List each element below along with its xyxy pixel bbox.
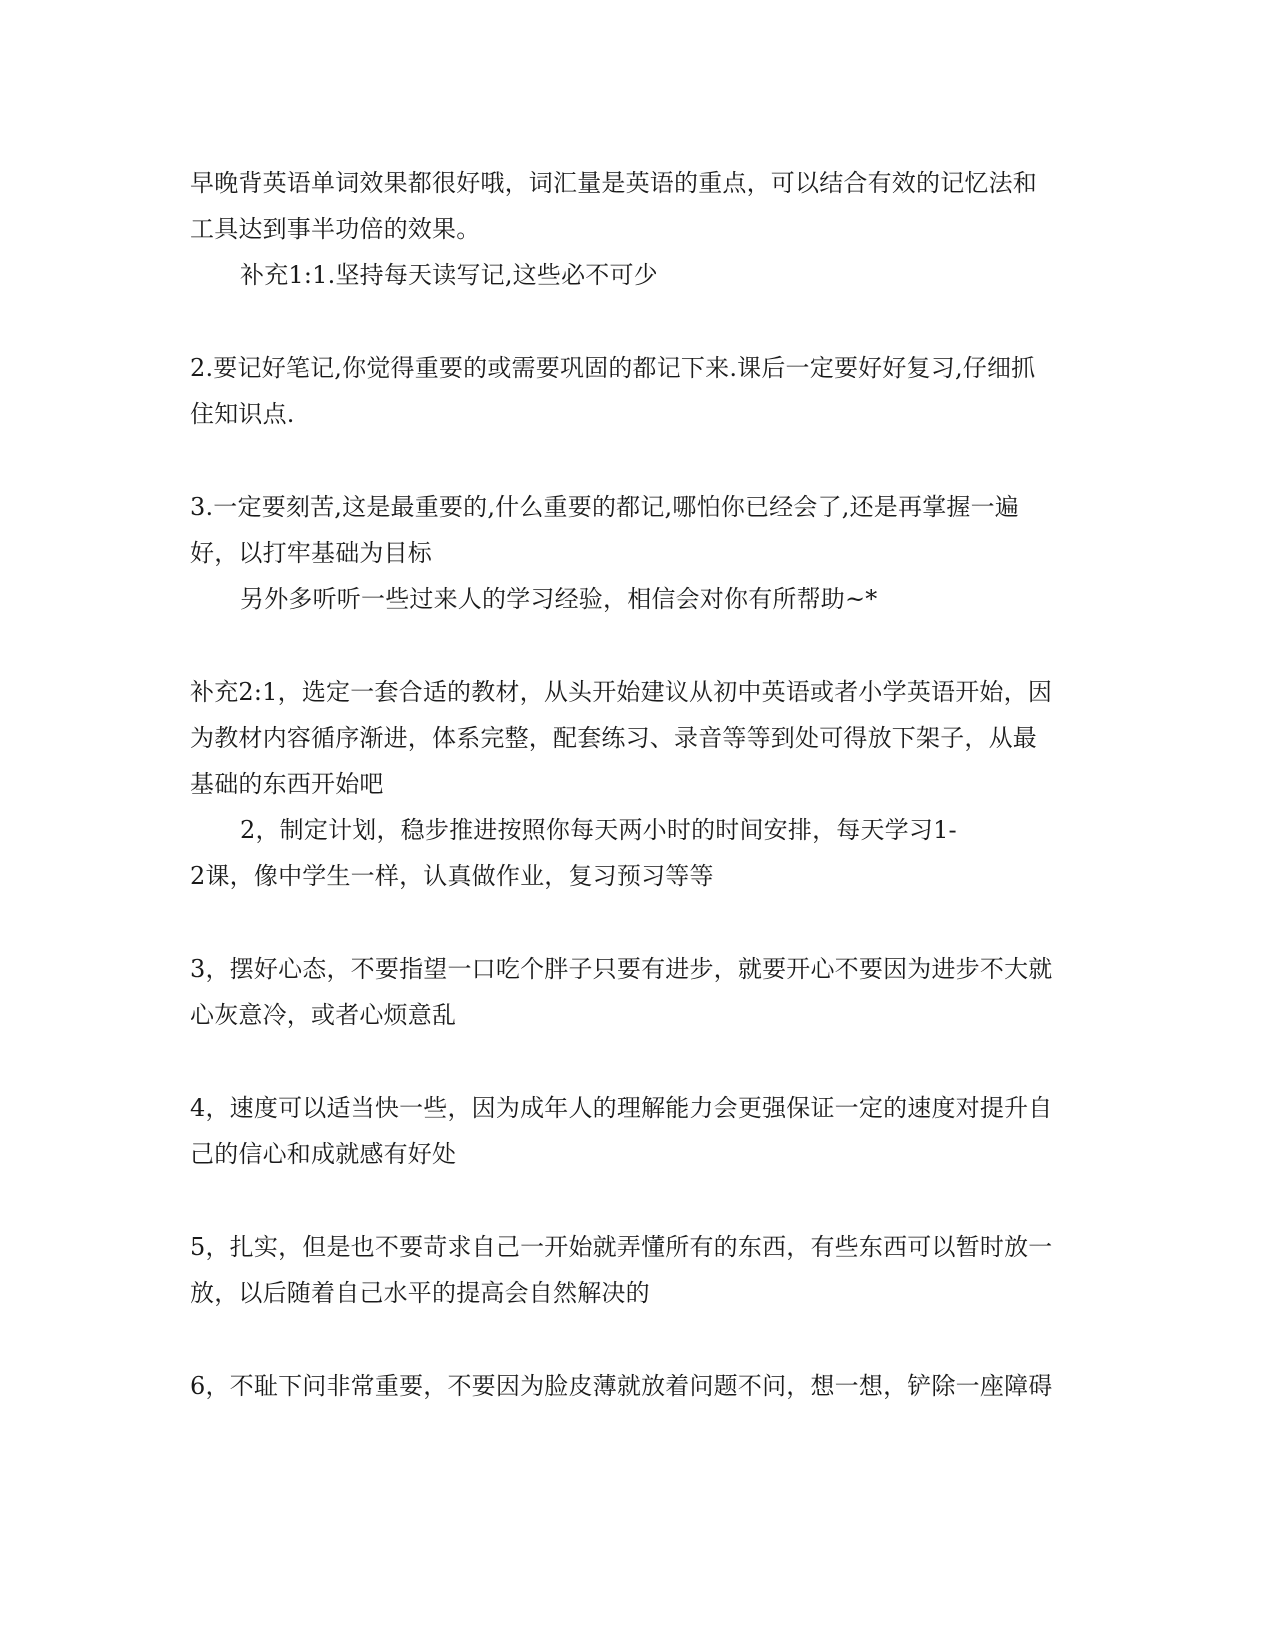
- text-line: 工具达到事半功倍的效果。: [190, 215, 481, 243]
- text-line: 己的信心和成就感有好处: [190, 1140, 457, 1168]
- text-line: 另外多听听一些过来人的学习经验，相信会对你有所帮助~*: [240, 585, 878, 613]
- text-line: 2.要记好笔记,你觉得重要的或需要巩固的都记下来.课后一定要好好复习,仔细抓: [190, 354, 1036, 382]
- text-line: 补充1:1.坚持每天读写记,这些必不可少: [240, 261, 658, 289]
- text-line: 4，速度可以适当快一些，因为成年人的理解能力会更强保证一定的速度对提升自: [190, 1094, 1053, 1122]
- text-line: 5，扎实，但是也不要苛求自己一开始就弄懂所有的东西，有些东西可以暂时放一: [190, 1233, 1053, 1261]
- text-line: 为教材内容循序渐进，体系完整，配套练习、录音等等到处可得放下架子，从最: [190, 724, 1037, 752]
- text-line: 2课，像中学生一样，认真做作业，复习预习等等: [190, 862, 714, 890]
- text-line: 补充2:1，选定一套合适的教材，从头开始建议从初中英语或者小学英语开始，因: [190, 678, 1053, 706]
- text-line: 放，以后随着自己水平的提高会自然解决的: [190, 1279, 650, 1307]
- text-line: 6，不耻下问非常重要，不要因为脸皮薄就放着问题不问，想一想，铲除一座障碍: [190, 1372, 1053, 1400]
- text-line: 基础的东西开始吧: [190, 770, 384, 798]
- text-line: 住知识点.: [190, 400, 295, 428]
- text-line: 2，制定计划，稳步推进按照你每天两小时的时间安排，每天学习1-: [240, 816, 957, 844]
- text-line: 早晚背英语单词效果都很好哦，词汇量是英语的重点，可以结合有效的记忆法和: [190, 169, 1037, 197]
- text-line: 好，以打牢基础为目标: [190, 539, 432, 567]
- text-line: 3，摆好心态，不要指望一口吃个胖子只要有进步，就要开心不要因为进步不大就: [190, 955, 1053, 983]
- text-line: 心灰意冷，或者心烦意乱: [190, 1001, 457, 1029]
- text-line: 3.一定要刻苦,这是最重要的,什么重要的都记,哪怕你已经会了,还是再掌握一遍: [190, 493, 1020, 521]
